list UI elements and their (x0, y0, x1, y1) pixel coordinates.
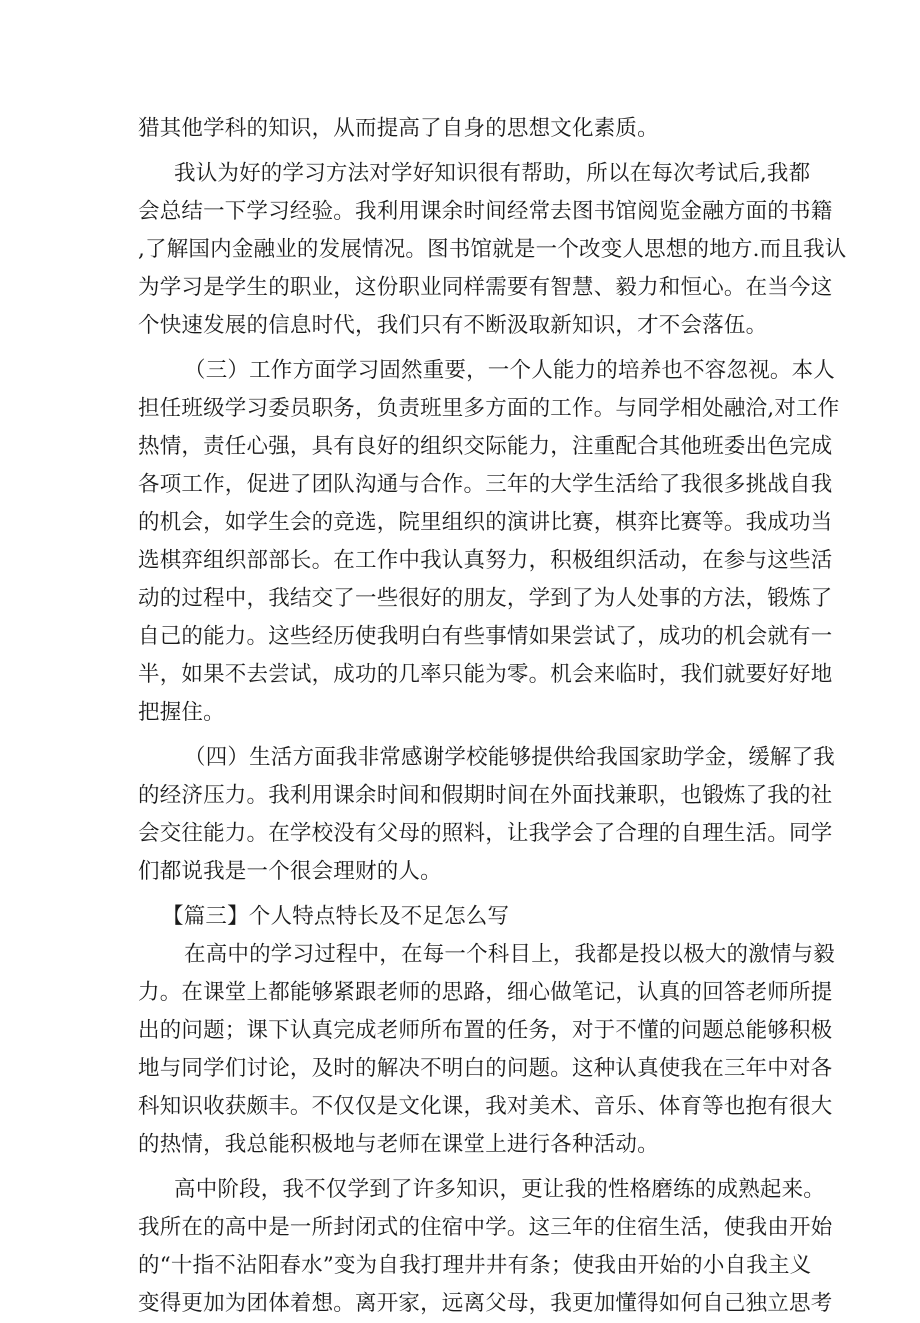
text-line: 猎其他学科的知识，从而提高了自身的思想文化素质。 (138, 116, 659, 141)
text-line: 各项工作，促进了团队沟通与合作。三年的大学生活给了我很多挑战自我 (138, 472, 833, 497)
text-line: 们都说我是一个很会理财的人。 (138, 859, 442, 884)
text-line: 出的问题；课下认真完成老师所布置的任务，对于不懂的问题总能够积极 (138, 1018, 833, 1043)
text-line: （三）工作方面学习固然重要，一个人能力的培养也不容忽视。本人 (184, 358, 836, 383)
text-line: ,了解国内金融业的发展情况。图书馆就是一个改变人思想的地方.而且我认 (138, 237, 847, 262)
text-line: 为学习是学生的职业，这份职业同样需要有智慧、毅力和恒心。在当今这 (138, 275, 833, 300)
text-line: 变得更加为团体着想。离开家，远离父母，我更加懂得如何自己独立思考 (138, 1291, 833, 1316)
text-line: 的经济压力。我利用课余时间和假期时间在外面找兼职，也锻炼了我的社 (138, 783, 833, 808)
text-line: 的热情，我总能积极地与老师在课堂上进行各种活动。 (138, 1132, 659, 1157)
text-line: （四）生活方面我非常感谢学校能够提供给我国家助学金，缓解了我 (184, 745, 836, 770)
text-line: 个快速发展的信息时代，我们只有不断汲取新知识，才不会落伍。 (138, 313, 768, 338)
text-line: 会交往能力。在学校没有父母的照料，让我学会了合理的自理生活。同学 (138, 821, 833, 846)
text-line: 的机会，如学生会的竞选，院里组织的演讲比赛，棋弈比赛等。我成功当 (138, 510, 833, 535)
text-line: 科知识收获颇丰。不仅仅是文化课，我对美术、音乐、体育等也抱有很大 (138, 1094, 833, 1119)
document-page (138, 110, 847, 1323)
text-line: 自己的能力。这些经历使我明白有些事情如果尝试了，成功的机会就有一 (138, 624, 833, 649)
text-line: 会总结一下学习经验。我利用课余时间经常去图书馆阅览金融方面的书籍 (138, 199, 833, 224)
text-line: 动的过程中，我结交了一些很好的朋友，学到了为人处事的方法，锻炼了 (138, 586, 833, 611)
paragraph-high-school-character (138, 1171, 833, 1323)
paragraph-study-methods (138, 155, 847, 345)
section-heading: 【篇三】个人特点特长及不足怎么写 (162, 904, 510, 929)
paragraph-high-school-study (138, 936, 836, 1164)
text-line: 我认为好的学习方法对学好知识很有帮助，所以在每次考试后,我都 (174, 161, 811, 186)
text-line: 力。在课堂上都能够紧跟老师的思路，细心做笔记，认真的回答老师所提 (138, 980, 833, 1005)
text-line: 担任班级学习委员职务，负责班里多方面的工作。与同学相处融洽,对工作 (138, 396, 840, 421)
text-line: 在高中的学习过程中，在每一个科目上，我都是投以极大的激情与毅 (184, 942, 836, 967)
text-line: 选棋弈组织部部长。在工作中我认真努力，积极组织活动，在参与这些活 (138, 548, 833, 573)
text-line: 半，如果不去尝试，成功的几率只能为零。机会来临时，我们就要好好地 (138, 662, 833, 687)
paragraph-life (138, 739, 836, 891)
text-line: 地与同学们讨论，及时的解决不明白的问题。这种认真使我在三年中对各 (138, 1056, 833, 1081)
paragraph-continuation (138, 110, 798, 148)
text-line: 高中阶段，我不仅学到了许多知识，更让我的性格磨练的成熟起来。 (174, 1177, 826, 1202)
text-line: 热情，责任心强，具有良好的组织交际能力，注重配合其他班委出色完成 (138, 434, 833, 459)
text-line: 把握住。 (138, 700, 225, 725)
paragraph-work (138, 352, 840, 732)
text-line: 我所在的高中是一所封闭式的住宿中学。这三年的住宿生活，使我由开始 (138, 1215, 833, 1240)
text-line: 的“十指不沾阳春水”变为自我打理井井有条；使我由开始的小自我主义 (138, 1253, 812, 1278)
